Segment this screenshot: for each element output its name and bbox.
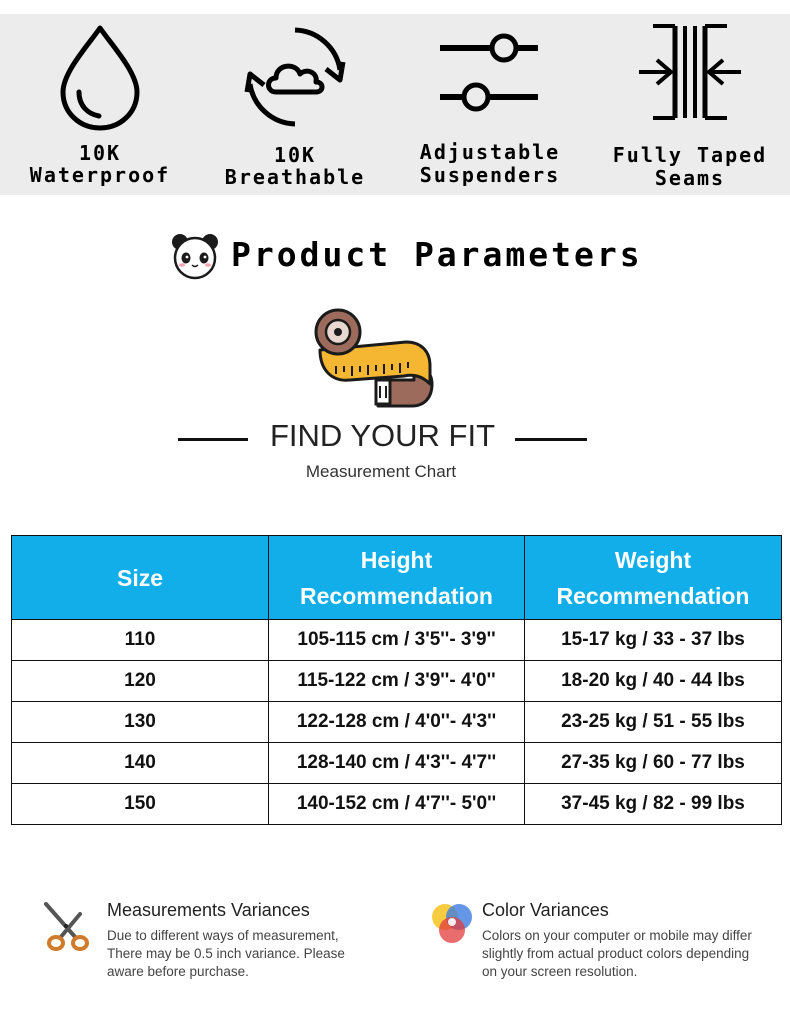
fit-heading <box>0 418 790 458</box>
feature-line1: Fully Taped <box>612 143 768 167</box>
section-header <box>170 232 650 282</box>
cell-height: 140-152 cm / 4'7''- 5'0'' <box>269 784 525 825</box>
note-title: Measurements Variances <box>107 900 310 920</box>
table-row <box>12 620 782 661</box>
feature-suspenders <box>390 14 590 195</box>
header-height <box>269 536 525 620</box>
header-size-label: Size <box>116 564 164 591</box>
water-drop-icon <box>55 22 145 132</box>
header-size <box>12 536 269 620</box>
cell-weight: 23-25 kg / 51 - 55 lbs <box>525 702 782 743</box>
features-band <box>0 14 790 195</box>
fit-title: FIND YOUR FIT <box>269 418 496 453</box>
cell-size: 120 <box>12 661 269 702</box>
feature-line1: 10K <box>78 141 122 165</box>
feature-line1: 10K <box>273 143 317 167</box>
size-chart-table <box>11 535 782 825</box>
feature-waterproof <box>0 14 200 195</box>
cell-size: 130 <box>12 702 269 743</box>
cell-height: 105-115 cm / 3'5''- 3'9'' <box>269 620 525 661</box>
header-weight-label: Weight Recommendation <box>556 546 750 609</box>
table-row <box>12 743 782 784</box>
feature-taped-seams <box>590 14 790 195</box>
feature-line2: Breathable <box>224 165 366 189</box>
cell-weight: 37-45 kg / 82 - 99 lbs <box>525 784 782 825</box>
cell-weight: 18-20 kg / 40 - 44 lbs <box>525 661 782 702</box>
table-row <box>12 702 782 743</box>
cell-weight: 27-35 kg / 60 - 77 lbs <box>525 743 782 784</box>
note-title: Color Variances <box>482 900 609 920</box>
cell-height: 115-122 cm / 3'9''- 4'0'' <box>269 661 525 702</box>
cell-size: 150 <box>12 784 269 825</box>
table-header-row <box>12 536 782 620</box>
breathable-cloud-icon <box>240 22 350 132</box>
cell-height: 128-140 cm / 4'3''- 4'7'' <box>269 743 525 784</box>
sliders-icon <box>438 32 544 114</box>
header-weight <box>525 536 782 620</box>
table-row <box>12 784 782 825</box>
fit-subtitle: Measurement Chart <box>305 462 457 481</box>
header-height-label: Height Recommendation <box>300 546 493 609</box>
divider-left <box>178 438 248 441</box>
page-title: Product Parameters <box>231 235 643 274</box>
feature-line2: Seams <box>654 166 726 190</box>
note-text: Colors on your computer or mobile may differ slightly from actual product colors depending on your screen resolution. <box>482 928 752 979</box>
cell-size: 140 <box>12 743 269 784</box>
cell-weight: 15-17 kg / 33 - 37 lbs <box>525 620 782 661</box>
feature-line2: Waterproof <box>29 163 171 187</box>
color-wheel-icon <box>428 900 476 948</box>
cell-height: 122-128 cm / 4'0''- 4'3'' <box>269 702 525 743</box>
feature-line1: Adjustable <box>419 140 561 164</box>
taped-seams-icon <box>637 22 743 122</box>
divider-right <box>515 438 587 441</box>
note-text: Due to different ways of measurement, There may be 0.5 inch variance. Please aware before purchase. <box>107 928 345 979</box>
feature-line2: Suspenders <box>419 163 561 187</box>
panda-icon <box>170 232 220 280</box>
cell-size: 110 <box>12 620 269 661</box>
table-row <box>12 661 782 702</box>
scissors-icon <box>42 900 92 952</box>
measuring-tape-icon <box>314 306 434 410</box>
feature-breathable <box>195 14 395 195</box>
